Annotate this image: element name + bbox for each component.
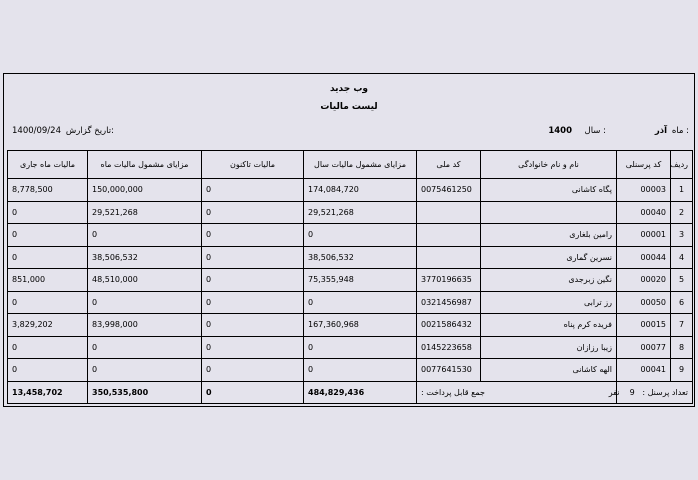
month-benefits: 0 [88, 336, 202, 359]
tax-to-date: 0 [202, 336, 304, 359]
tax-to-date: 0 [202, 359, 304, 382]
table-row [8, 359, 693, 382]
report-title: لیست مالیات [320, 102, 378, 112]
column-header: کد ملی [417, 151, 481, 179]
month-benefits: 150,000,000 [88, 179, 202, 202]
row-number: 3 [671, 224, 693, 247]
month-tax: 0 [8, 291, 88, 314]
national-code: 0145223658 [417, 336, 481, 359]
tax-to-date: 0 [202, 179, 304, 202]
row-number: 5 [671, 269, 693, 292]
personnel-code: 00003 [617, 179, 671, 202]
full-name: نسرین گماری [481, 246, 617, 269]
year-benefits: 75,355,948 [304, 269, 417, 292]
column-header: مالیات تاکنون [202, 151, 304, 179]
national-code: 0321456987 [417, 291, 481, 314]
row-number: 6 [671, 291, 693, 314]
personnel-code: 00040 [617, 201, 671, 224]
total-year-benefits: 484,829,436 [304, 381, 417, 403]
national-code [417, 246, 481, 269]
month-benefits: 48,510,000 [88, 269, 202, 292]
row-number: 2 [671, 201, 693, 224]
national-code [417, 201, 481, 224]
date-label: تاریخ گزارش: [65, 126, 114, 136]
row-number: 9 [671, 359, 693, 382]
year-label: سال : [584, 126, 606, 136]
totals-row [8, 381, 693, 403]
month-label: ماه : [671, 126, 689, 136]
personnel-code: 00077 [617, 336, 671, 359]
month-benefits: 0 [88, 359, 202, 382]
full-name: زیبا رزازان [481, 336, 617, 359]
month-tax: 851,000 [8, 269, 88, 292]
table-row [8, 314, 693, 337]
payable-label: جمع قابل پرداخت : [417, 381, 617, 403]
tax-to-date: 0 [202, 224, 304, 247]
row-number: 8 [671, 336, 693, 359]
tax-table [7, 150, 693, 404]
month-value: آذر [654, 126, 667, 136]
month-benefits: 38,506,532 [88, 246, 202, 269]
year-benefits: 38,506,532 [304, 246, 417, 269]
month-benefits: 83,998,000 [88, 314, 202, 337]
personnel-code: 00041 [617, 359, 671, 382]
column-header: مزایای مشمول مالیات سال [304, 151, 417, 179]
date-value: 1400/09/24 [12, 126, 61, 136]
total-month-benefits: 350,535,800 [88, 381, 202, 403]
table-header-row [8, 151, 693, 179]
personnel-code: 00020 [617, 269, 671, 292]
column-header: مالیات ماه جاری [8, 151, 88, 179]
personnel-count: تعداد پرسنل : 9 نفر [617, 381, 693, 403]
year-value: 1400 [548, 126, 572, 136]
month-tax: 0 [8, 336, 88, 359]
row-number: 4 [671, 246, 693, 269]
table-row [8, 291, 693, 314]
full-name: فریده کرم پناه [481, 314, 617, 337]
tax-to-date: 0 [202, 314, 304, 337]
year-benefits: 0 [304, 291, 417, 314]
personnel-code: 00044 [617, 246, 671, 269]
table-row [8, 336, 693, 359]
tax-to-date: 0 [202, 291, 304, 314]
tax-report [3, 73, 695, 407]
tax-to-date: 0 [202, 246, 304, 269]
national-code: 0077641530 [417, 359, 481, 382]
year-benefits: 0 [304, 224, 417, 247]
company-name: وب جدید [329, 84, 369, 94]
month-tax: 0 [8, 246, 88, 269]
table-row [8, 224, 693, 247]
personnel-code: 00001 [617, 224, 671, 247]
national-code: 3770196635 [417, 269, 481, 292]
year-benefits: 29,521,268 [304, 201, 417, 224]
row-number: 1 [671, 179, 693, 202]
table-row [8, 246, 693, 269]
national-code [417, 224, 481, 247]
year-benefits: 0 [304, 336, 417, 359]
column-header: نام و نام خانوادگی [481, 151, 617, 179]
month-tax: 0 [8, 201, 88, 224]
national-code: 0021586432 [417, 314, 481, 337]
total-tax-to-date: 0 [202, 381, 304, 403]
month-tax: 0 [8, 359, 88, 382]
month-tax: 8,778,500 [8, 179, 88, 202]
tax-to-date: 0 [202, 201, 304, 224]
total-month-tax: 13,458,702 [8, 381, 88, 403]
full-name: نگین زبرجدی [481, 269, 617, 292]
month-tax: 0 [8, 224, 88, 247]
month-benefits: 0 [88, 291, 202, 314]
column-header: ردیف [671, 151, 693, 179]
row-number: 7 [671, 314, 693, 337]
full-name [481, 201, 617, 224]
tax-to-date: 0 [202, 269, 304, 292]
full-name: رز ترابی [481, 291, 617, 314]
month-benefits: 29,521,268 [88, 201, 202, 224]
year-benefits: 174,084,720 [304, 179, 417, 202]
month-tax: 3,829,202 [8, 314, 88, 337]
personnel-code: 00050 [617, 291, 671, 314]
personnel-code: 00015 [617, 314, 671, 337]
table-row [8, 201, 693, 224]
table-row [8, 269, 693, 292]
year-benefits: 167,360,968 [304, 314, 417, 337]
full-name: رامین بلغاری [481, 224, 617, 247]
full-name: الهه کاشانی [481, 359, 617, 382]
month-benefits: 0 [88, 224, 202, 247]
column-header: کد پرسنلی [617, 151, 671, 179]
year-benefits: 0 [304, 359, 417, 382]
table-row [8, 179, 693, 202]
national-code: 0075461250 [417, 179, 481, 202]
full-name: پگاه کاشانی [481, 179, 617, 202]
column-header: مزایای مشمول مالیات ماه [88, 151, 202, 179]
